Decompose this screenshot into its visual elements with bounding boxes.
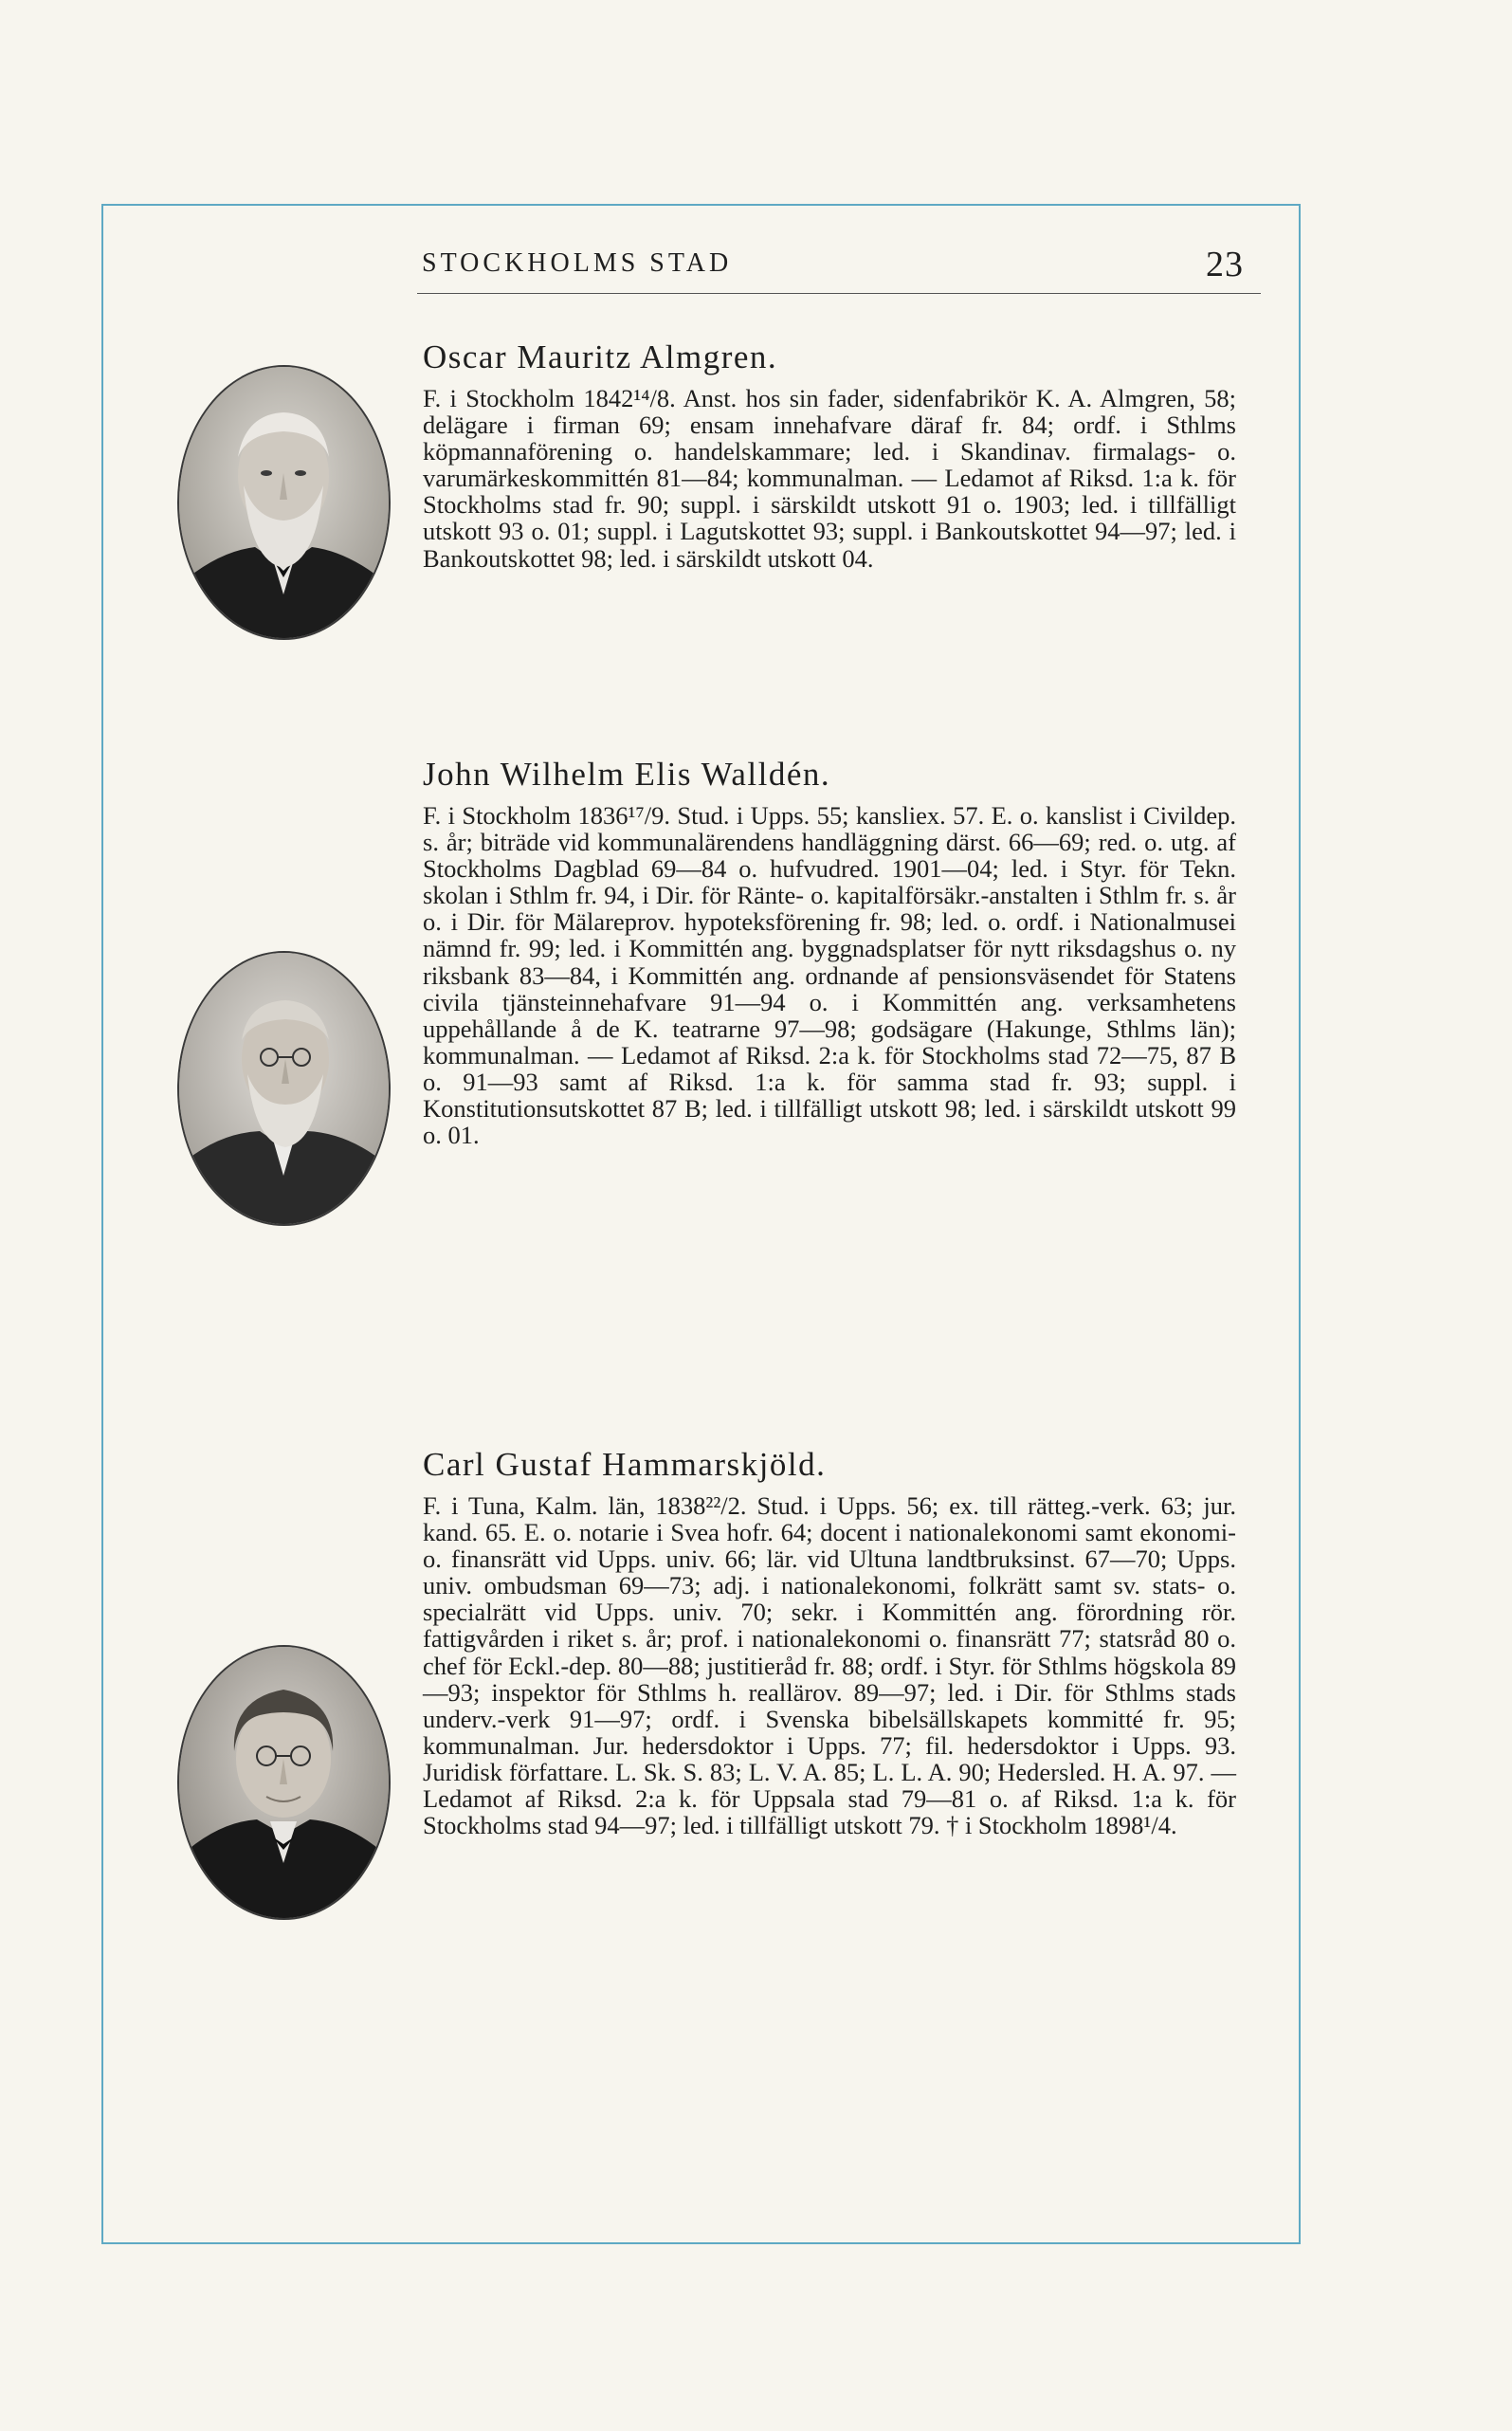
biography-entry (423, 749, 1236, 1148)
entry-biography: F. i Stockholm 1842¹⁴/8. Anst. hos sin fader, sidenfabrikör K. A. Almgren, 58; delägare i firman 69; ensam innehafvare däraf fr. 84; ordf. i Sthlms köpmannaförening o. handelskammare; led. i Skandinav. firmalags- o. varumärkeskommittén 81—84; kommunalman. — Ledamot af Riksd. 1:a k. för Stockholms stad fr. 90; suppl. i särskildt utskott 91 o. 1903; led. i tillfälligt utskott 93 o. 01; suppl. i Lagutskottet 93; suppl. i Bankoutskottet 94—97; led. i Bankoutskottet 98; led. i särskildt utskott 04. (423, 384, 1236, 573)
entry-name: John Wilhelm Elis Walldén. (423, 756, 831, 793)
entry-name: Carl Gustaf Hammarskjöld. (423, 1446, 827, 1483)
biography-entry (423, 332, 1236, 572)
entry-biography: F. i Stockholm 1836¹⁷/9. Stud. i Upps. 55; kansliex. 57. E. o. kanslist i Civildep. s. år; biträde vid kommunalärendens handläggning därst. 66—69; red. o. utg. af Stockholms Dagblad 69—84 o. hufvudred. 1901—04; led. i Styr. för Tekn. skolan i Sthlm fr. 94, i Dir. för Ränte- o. kapitalförsäkr.-anstalten i Sthlm fr. s. år o. i Dir. för Mälareprov. hypoteksförening fr. 98; led. o. ordf. i Nationalmusei nämnd fr. 99; led. i Kommittén ang. byggnadsplatser för nytt riksdagshus o. ny riksbank 83—84, i Kommittén ang. ordnande af pensionsväsendet för Statens civila tjänsteinnehafvare 91—94 o. i Kommittén ang. verksamhetens uppehållande å de K. teatrarne 97—98; godsägare (Hakunge, Sthlms län); kommunalman. — Ledamot af Riksd. 2:a k. för Stockholms stad 72—75, 87 B o. 91—93 samt af Riksd. 1:a k. för samma stad fr. 93; suppl. i Konstitutionsutskottet 87 B; led. i tillfälligt utskott 98; led. i särskildt utskott 99 o. 01. (423, 801, 1236, 1150)
portrait-photo-icon (177, 365, 391, 640)
portrait-photo-icon (177, 951, 391, 1226)
header-rule (417, 293, 1261, 294)
biography-entry (423, 1439, 1236, 1838)
portrait-photo-icon (177, 1645, 391, 1920)
entry-biography: F. i Tuna, Kalm. län, 1838²²/2. Stud. i Upps. 56; ex. till rätteg.-verk. 63; jur. kand. 65. E. o. notarie i Svea hofr. 64; docent i nationalekonomi samt ekonomi- o. finansrätt vid Upps. univ. 66; lär. vid Ultuna landtbruksinst. 67—70; Upps. univ. ombudsman 69—73; adj. i nationalekonomi, folkrätt samt sv. stats- o. specialrätt vid Upps. univ. 70; sekr. i Kommittén ang. förordning rör. fattigvården i riket s. år; prof. i nationalekonomi o. finansrätt 77; statsråd 80 o. chef för Eckl.-dep. 80—88; justitieråd fr. 88; ordf. i Styr. för Sthlms högskola 89 —93; inspektor för Sthlms h. reallärov. 89—97; led. i Dir. för Sthlms stads underv.-verk 91—97; ordf. i Svenska bibelsällskapets kommitté fr. 95; kommunalman. Jur. hedersdoktor i Upps. 77; fil. hedersdoktor i Upps. 93. Juridisk författare. L. Sk. S. 83; L. V. A. 85; L. L. A. 90; Hedersled. H. A. 97. — Ledamot af Riksd. 2:a k. för Uppsala stad 79—81 o. af Riksd. 1:a k. för Stockholms stad 94—97; led. i tillfälligt utskott 79. † i Stockholm 1898¹/4. (423, 1491, 1236, 1840)
entry-name: Oscar Mauritz Almgren. (423, 338, 778, 375)
running-head: STOCKHOLMS STAD (422, 248, 733, 278)
page-number: 23 (1206, 245, 1244, 284)
